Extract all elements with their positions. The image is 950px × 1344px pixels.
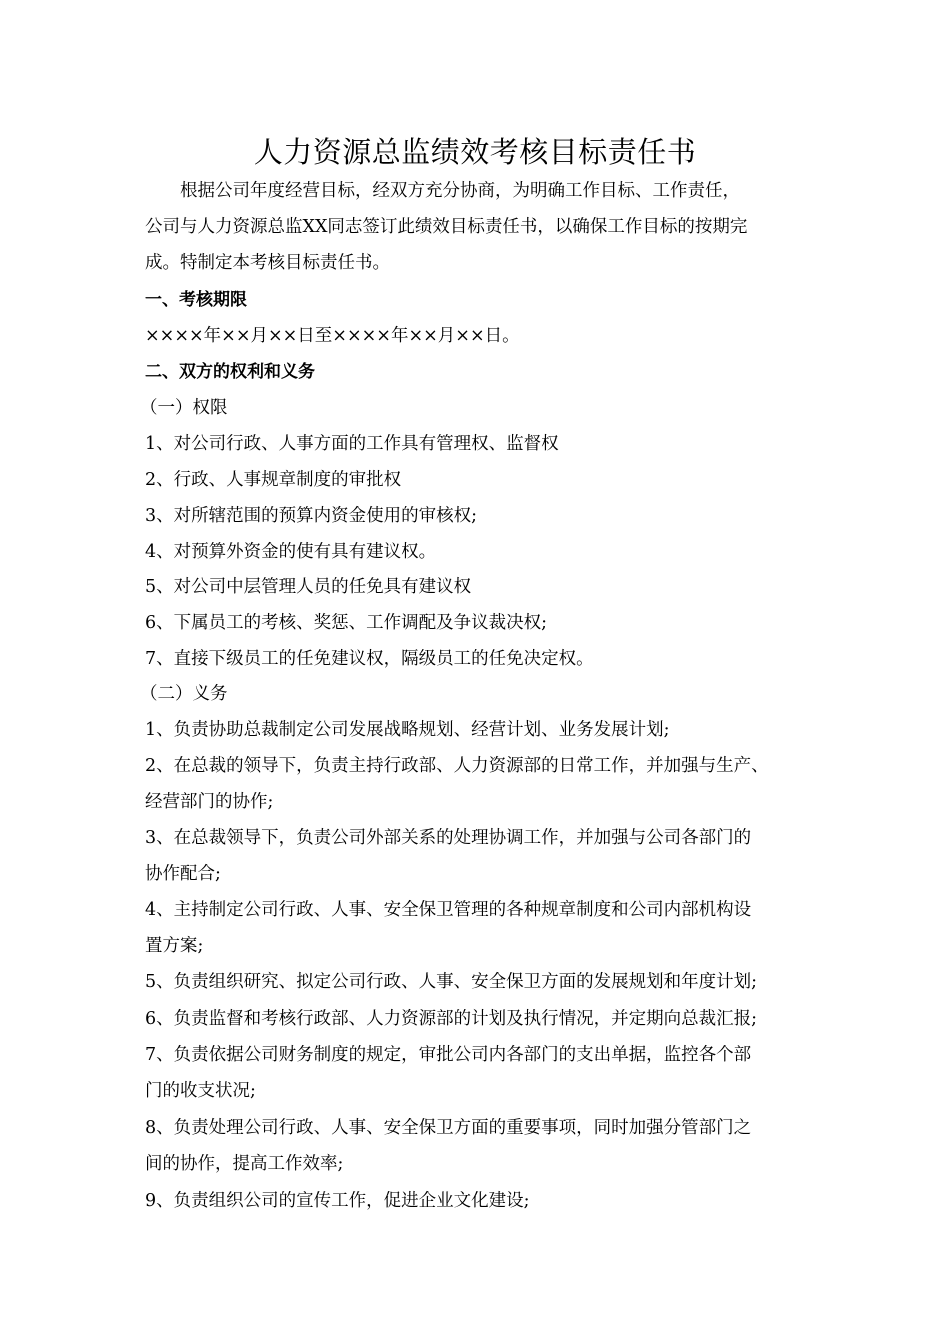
duties-line: 2、在总裁的领导下，负责主持行政部、人力资源部的日常工作，并加强与生产、 [145, 756, 769, 776]
rights-item: 7、直接下级员工的任免建议权，隔级员工的任免决定权。 [145, 649, 594, 669]
duties-line: 间的协作，提高工作效率; [145, 1154, 344, 1174]
period-text: ××××年××月××日至××××年××月××日。 [145, 326, 520, 346]
duties-line: 9、负责组织公司的宣传工作，促进企业文化建设; [145, 1191, 530, 1211]
section-heading: 二、双方的权利和义务 [145, 362, 315, 382]
duties-line: 1、负责协助总裁制定公司发展战略规划、经营计划、业务发展计划; [145, 720, 670, 740]
subsection-heading: （二）义务 [140, 684, 228, 704]
duties-line: 置方案; [145, 936, 204, 956]
duties-line: 经营部门的协作; [145, 792, 274, 812]
duties-line: 6、负责监督和考核行政部、人力资源部的计划及执行情况，并定期向总裁汇报; [145, 1009, 758, 1029]
duties-line: 协作配合; [145, 864, 221, 884]
rights-item: 1、对公司行政、人事方面的工作具有管理权、监督权 [145, 434, 559, 454]
rights-item: 3、对所辖范围的预算内资金使用的审核权; [145, 506, 478, 526]
duties-line: 3、在总裁领导下，负责公司外部关系的处理协调工作，并加强与公司各部门的 [145, 828, 752, 848]
intro-line: 根据公司年度经营目标，经双方充分协商，为明确工作目标、工作责任， [180, 181, 740, 201]
document-title: 人力资源总监绩效考核目标责任书 [253, 135, 697, 169]
rights-item: 6、下属员工的考核、奖惩、工作调配及争议裁决权; [145, 613, 548, 633]
duties-line: 8、负责处理公司行政、人事、安全保卫方面的重要事项，同时加强分管部门之 [145, 1118, 752, 1138]
duties-line: 门的收支状况; [145, 1081, 256, 1101]
duties-line: 4、主持制定公司行政、人事、安全保卫管理的各种规章制度和公司内部机构设 [145, 900, 752, 920]
section-heading: 一、考核期限 [145, 290, 247, 310]
intro-line: 成。特制定本考核目标责任书。 [145, 253, 390, 273]
intro-line: 公司与人力资源总监XX同志签订此绩效目标责任书，以确保工作目标的按期完 [145, 217, 748, 237]
rights-item: 5、对公司中层管理人员的任免具有建议权 [145, 577, 472, 597]
subsection-heading: （一）权限 [140, 398, 228, 418]
rights-item: 2、行政、人事规章制度的审批权 [145, 470, 402, 490]
duties-line: 5、负责组织研究、拟定公司行政、人事、安全保卫方面的发展规划和年度计划; [145, 972, 758, 992]
duties-line: 7、负责依据公司财务制度的规定，审批公司内各部门的支出单据，监控各个部 [145, 1045, 752, 1065]
rights-item: 4、对预算外资金的使有具有建议权。 [145, 542, 437, 562]
